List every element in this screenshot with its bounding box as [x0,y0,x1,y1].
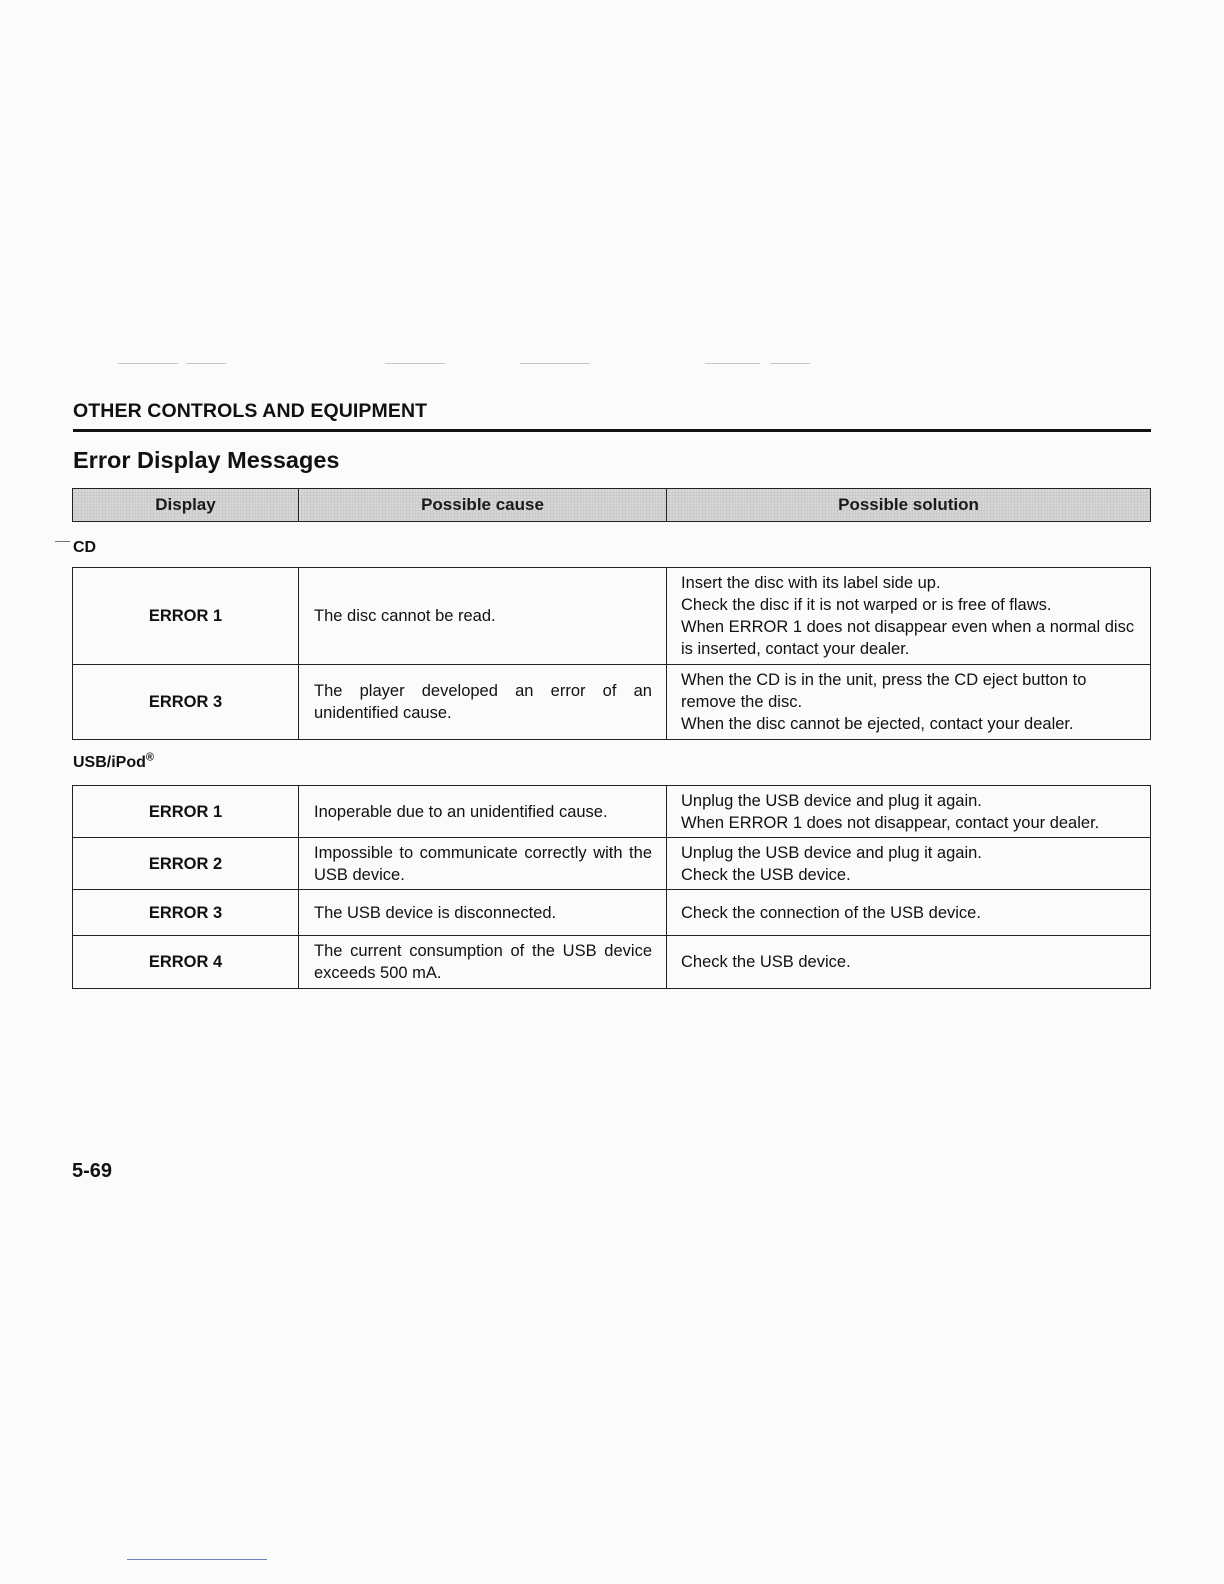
solution-line: When the CD is in the unit, press the CD eject button to remove the disc. [681,671,1087,711]
cause-cell: The USB device is disconnected. [299,890,667,936]
column-header-table [72,488,1151,522]
column-header-display: Display [73,489,299,522]
solution-cell [667,568,1151,665]
group-label-cd: CD [73,539,97,556]
solution-line: When ERROR 1 does not disappear, contact your dealer. [681,813,1100,832]
solution-line: Check the USB device. [681,953,851,971]
solution-cell [667,838,1151,890]
solution-cell [667,936,1151,989]
scan-artifact-line [770,363,810,364]
column-header-row [73,489,1151,522]
table-row [73,838,1151,890]
scan-artifact-line [385,363,445,364]
registered-mark: ® [145,751,154,764]
table-row [73,665,1151,740]
cause-cell: The disc cannot be read. [299,568,667,665]
usb-error-table [72,785,1151,989]
solution-line: Check the disc if it is not warped or is free of flaws. [681,596,1052,614]
scan-artifact-line [186,363,226,364]
table-row [73,568,1151,665]
table-row [73,786,1151,838]
table-row [73,936,1151,989]
section-header: OTHER CONTROLS AND EQUIPMENT [73,400,1151,432]
margin-mark [55,541,70,542]
scan-artifact-line [705,363,760,364]
display-cell: ERROR 1 [73,568,299,665]
page-number: 5-69 [72,1160,113,1182]
table-row [73,890,1151,936]
solution-cell [667,665,1151,740]
scan-artifact-line [520,363,590,364]
display-cell: ERROR 2 [73,838,299,890]
cause-cell: The player developed an error of an unidentified cause. [299,665,667,740]
scan-artifact-line [118,363,178,364]
scan-artifact-line [127,1559,267,1560]
solution-line: When ERROR 1 does not disappear even when a normal disc is inserted, contact your dealer. [681,618,1135,658]
column-header-solution: Possible solution [667,489,1151,522]
display-cell: ERROR 3 [73,665,299,740]
page-title: Error Display Messages [73,447,340,473]
solution-line: Unplug the USB device and plug it again. [681,843,982,862]
display-cell: ERROR 4 [73,936,299,989]
solution-line: When the disc cannot be ejected, contact your dealer. [681,715,1074,733]
group-label-usb [73,751,154,772]
cause-cell: The current consumption of the USB device exceeds 500 mA. [299,936,667,989]
display-cell: ERROR 3 [73,890,299,936]
solution-cell [667,786,1151,838]
cause-cell: Inoperable due to an unidentified cause. [299,786,667,838]
display-cell: ERROR 1 [73,786,299,838]
solution-cell [667,890,1151,936]
solution-line: Check the connection of the USB device. [681,903,981,922]
solution-line: Check the USB device. [681,865,851,884]
solution-line: Insert the disc with its label side up. [681,574,941,592]
group-label-usb-text: USB/iPod [73,754,146,771]
column-header-cause: Possible cause [299,489,667,522]
solution-line: Unplug the USB device and plug it again. [681,791,982,810]
cause-cell: Impossible to communicate correctly with the USB device. [299,838,667,890]
cd-error-table [72,567,1151,740]
